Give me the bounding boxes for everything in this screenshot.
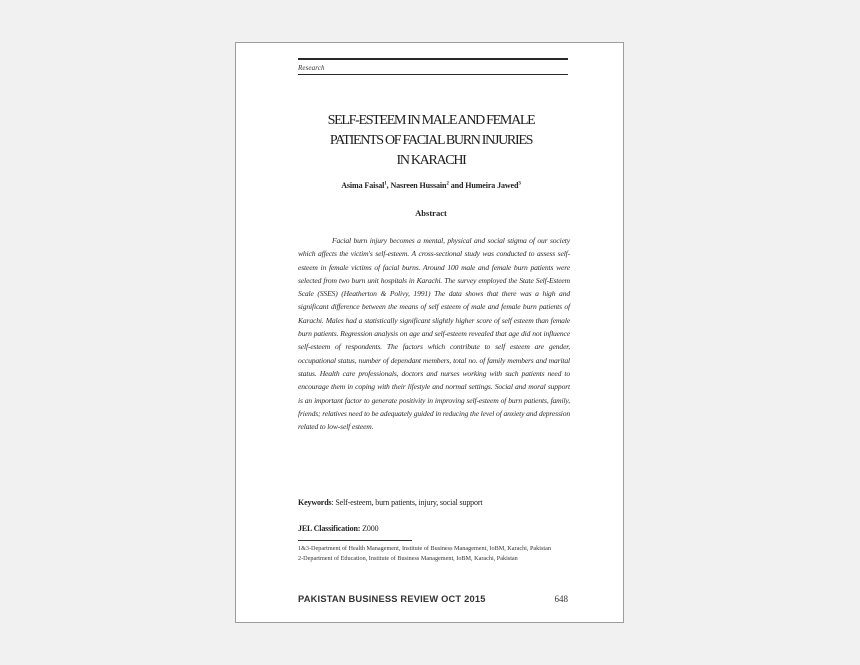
author-name: Humeira Jawed — [465, 181, 519, 190]
keywords-line: Keywords: Self-esteem, burn patients, injury, social support — [298, 498, 483, 507]
author-name: Asima Faisal — [341, 181, 385, 190]
author-name: Nasreen Hussain — [390, 181, 447, 190]
article-title — [276, 111, 586, 171]
header-rule-bottom — [298, 74, 568, 75]
keywords-value: Self-esteem, burn patients, injury, social support — [335, 498, 483, 507]
abstract-heading: Abstract — [415, 208, 447, 218]
title-line: IN KARACHI — [396, 153, 466, 168]
journal-footer: PAKISTAN BUSINESS REVIEW OCT 2015 — [298, 594, 486, 604]
keywords-label: Keywords — [298, 498, 332, 507]
footnote: 1&3-Department of Health Management, Institute of Business Management, IoBM, Karachi, Pakistan — [298, 545, 551, 552]
section-label: Research — [298, 64, 325, 72]
document-page — [235, 42, 624, 623]
jel-label: JEL Classification: — [298, 524, 361, 533]
title-line: PATIENTS OF FACIAL BURN INJURIES — [329, 133, 533, 148]
footnotes — [298, 544, 570, 563]
jel-value: Z000 — [362, 524, 379, 533]
footnote: 2-Department of Education, Institute of Business Management, IoBM, Karachi, Pakistan — [298, 554, 518, 562]
footnote-rule — [298, 540, 412, 541]
author-separator: , — [386, 181, 391, 190]
author-separator: and — [448, 181, 466, 190]
author-affiliation-mark: 2 — [446, 181, 449, 187]
author-list — [276, 181, 586, 190]
author-affiliation-mark: 3 — [518, 181, 521, 187]
author-affiliation-mark: 1 — [384, 181, 387, 187]
abstract-body: Facial burn injury becomes a mental, physical and social stigma of our society which affects the victim's self-esteem. A cross-sectional study was conducted to assess self-esteem in female victims of facial burns. Around 100 male and female burn patients were selected from two burn unit hospitals in Karachi. The survey employed the State Self-Esteem Scale (SSES) (Heatherton & Polivy, 1991) The data shows that there was a high and significant difference between the means of self esteem of male and female burn patients of Karachi. Males had a statistically significant slightly higher score of self esteem than female burn patients. Regression analysis on age and self-esteem revealed that age did not influence self-esteem of respondents. The factors which contribute to self esteem are gender, occupational status, number of dependant members, total no. of family members and marital status. Health care professionals, doctors and nurses working with such patients need to encourage them in coping with their lifestyle and normal settings. Social and moral support is an important factor to generate positivity in improving self-esteem of burn patients, family, friends; relatives need to be adequately guided in reducing the level of anxiety and depression related to low-self esteem. — [298, 236, 570, 432]
jel-classification-line — [298, 524, 578, 533]
header-rule-top — [298, 58, 568, 60]
title-line: SELF-ESTEEM IN MALE AND FEMALE — [327, 113, 535, 128]
page-number: 648 — [554, 594, 568, 604]
